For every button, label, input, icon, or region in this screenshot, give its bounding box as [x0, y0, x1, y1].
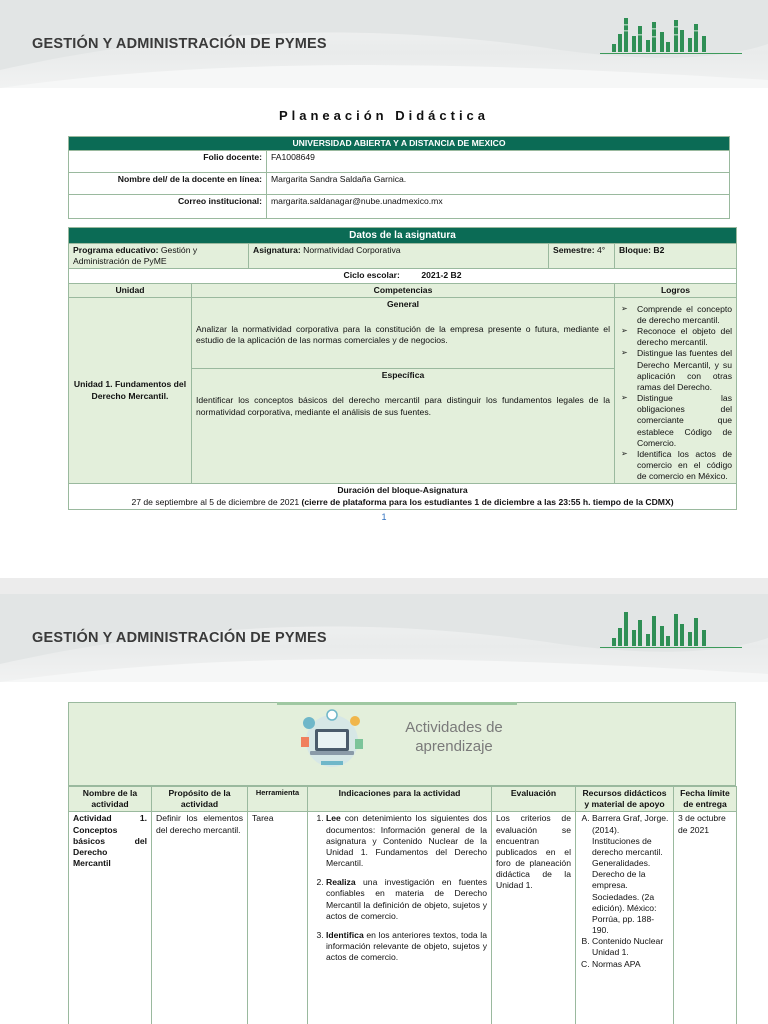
logro-item: ➢ Reconoce el objeto del derecho mercantil. — [619, 326, 732, 348]
col-fecha: Fecha límite de entrega — [674, 787, 737, 812]
semestre-label: Semestre: — [553, 245, 595, 255]
logro-item: ➢ Distingue las fuentes del Derecho Mercantil, y su aplicación con otras ramas del Derecho. — [619, 348, 732, 393]
duracion-cell — [69, 484, 737, 509]
page-number: 1 — [381, 512, 387, 522]
ciclo-cell — [69, 269, 737, 283]
folio-value: FA1008649 — [267, 151, 730, 173]
actividades-title: Actividades de aprendizaje — [405, 719, 503, 755]
folio-label: Folio docente: — [69, 151, 267, 173]
recursos-list — [580, 813, 669, 969]
col-competencias: Competencias — [192, 283, 615, 297]
actividad-herramienta: Tarea — [248, 812, 308, 1024]
col-indicaciones: Indicaciones para la actividad — [308, 787, 492, 812]
indicacion-item: 1. Lee con detenimiento los siguientes dos documentos: Información general de la asignatura y Contenido Nuclear de la Unidad 1. Fundamentos del Derecho Mercantil. — [326, 813, 487, 869]
col-proposito: Propósito de la actividad — [152, 787, 248, 812]
laptop-illustration-icon — [295, 707, 369, 771]
university-header: UNIVERSIDAD ABIERTA Y A DISTANCIA DE MEXICO — [69, 137, 730, 151]
asignatura-value: Normatividad Corporativa — [303, 245, 401, 255]
col-evaluacion: Evaluación — [492, 787, 576, 812]
logro-item: ➢ Distingue las obligaciones del comerciante que establece Código de Comercio. — [619, 393, 732, 449]
ciclo-label: Ciclo escolar: — [343, 270, 400, 281]
actividad-recursos — [576, 812, 674, 1024]
general-cell — [192, 297, 615, 368]
bloque-label: Bloque: B2 — [615, 244, 737, 269]
actividad-fecha: 3 de octubre de 2021 — [674, 812, 737, 1024]
col-logros: Logros — [615, 283, 737, 297]
recurso-item: B. Contenido Nuclear Unidad 1. — [592, 936, 669, 958]
duracion-bold: (cierre de plataforma para los estudiantes 1 de diciembre a las 23:55 h. tiempo de la CDMX) — [301, 496, 674, 507]
correo-label: Correo institucional: — [69, 195, 267, 219]
nombre-value: Margarita Sandra Saldaña Garnica. — [267, 173, 730, 195]
col-unidad: Unidad — [69, 283, 192, 297]
programa-cell — [69, 244, 249, 269]
nombre-label: Nombre del/ de la docente en línea: — [69, 173, 267, 195]
duracion-label: Duración del bloque-Asignatura — [337, 485, 468, 496]
logros-cell — [615, 297, 737, 484]
asignatura-table — [68, 227, 737, 510]
logo-bars-icon — [610, 16, 712, 52]
recurso-item: A. Barrera Graf, Jorge. (2014). Instituciones de derecho mercantil. Generalidades. Derecho de la empresa. Sociedades. (2a edición). México: Porrúa, pp. 188-190. — [592, 813, 669, 936]
datos-asignatura-header: Datos de la asignatura — [69, 228, 737, 244]
especifica-text: Identificar los conceptos básicos del derecho mercantil para distinguir los fundamentos legales de la normatividad corporativa, mediante el análisis de sus fuentes. — [196, 395, 610, 417]
correo-value: margarita.saldanagar@nube.unadmexico.mx — [267, 195, 730, 219]
page-separator — [0, 578, 768, 594]
asignatura-cell — [249, 244, 549, 269]
indicacion-item: 2. Realiza una investigación en fuentes confiables en materia de Derecho Mercantil la definición de objeto, sujetos y actos de comercio. — [326, 877, 487, 922]
header-title: GESTIÓN Y ADMINISTRACIÓN DE PYMES — [32, 630, 327, 646]
actividad-evaluacion: Los criterios de evaluación se encuentran publicados en el foro de planeación didáctica de la Unidad 1. — [492, 812, 576, 1024]
actividades-table — [68, 786, 737, 1024]
col-recursos: Recursos didácticos y material de apoyo — [576, 787, 674, 812]
general-label: General — [386, 298, 419, 309]
especifica-cell — [192, 369, 615, 484]
semestre-cell — [549, 244, 615, 269]
col-herramienta: Herramienta — [248, 787, 308, 812]
banner-accent-line — [277, 702, 517, 705]
document-title: Planeación Didáctica — [278, 108, 490, 123]
actividades-banner — [68, 702, 736, 786]
programa-label: Programa educativo: — [73, 245, 159, 255]
duracion-text: 27 de septiembre al 5 de diciembre de 2021 — [131, 496, 300, 507]
indicaciones-list — [312, 813, 487, 963]
especifica-label: Específica — [381, 370, 425, 381]
asignatura-label: Asignatura: — [253, 245, 301, 255]
page-header-band — [0, 0, 768, 88]
recurso-item: C. Normas APA — [592, 959, 669, 970]
header-title: GESTIÓN Y ADMINISTRACIÓN DE PYMES — [32, 36, 327, 52]
logros-list — [619, 304, 732, 483]
logo-bars-icon — [610, 610, 712, 646]
logo-underline — [600, 647, 742, 648]
general-text: Analizar la normatividad corporativa para la constitución de la empresa presente o futura, mediante el estudio de la aplicación de las normas comerciales y de negocios. — [196, 323, 610, 346]
indicacion-item: 3. Identifica en los anteriores textos, toda la información relevante de objeto, sujetos y actos de comercio. — [326, 930, 487, 964]
logro-item: ➢ Identifica los actos de comercio en el código de comercio en México. — [619, 449, 732, 483]
semestre-value: 4° — [596, 245, 606, 255]
logo-underline — [600, 53, 742, 54]
docente-info-table — [68, 136, 730, 219]
logro-item: ➢ Comprende el concepto de derecho mercantil. — [619, 304, 732, 326]
programa-value: Gestión y Administración de PyME — [73, 245, 198, 267]
actividad-nombre: Actividad 1. Conceptos básicos del Derecho Mercantil — [69, 812, 152, 1024]
actividad-proposito: Definir los elementos del derecho mercantil. — [152, 812, 248, 1024]
page-header-band — [0, 594, 768, 682]
actividad-indicaciones — [308, 812, 492, 1024]
col-nombre: Nombre de la actividad — [69, 787, 152, 812]
ciclo-value: 2021-2 B2 — [421, 270, 462, 281]
unidad-cell: Unidad 1. Fundamentos del Derecho Mercantil. — [69, 297, 192, 484]
